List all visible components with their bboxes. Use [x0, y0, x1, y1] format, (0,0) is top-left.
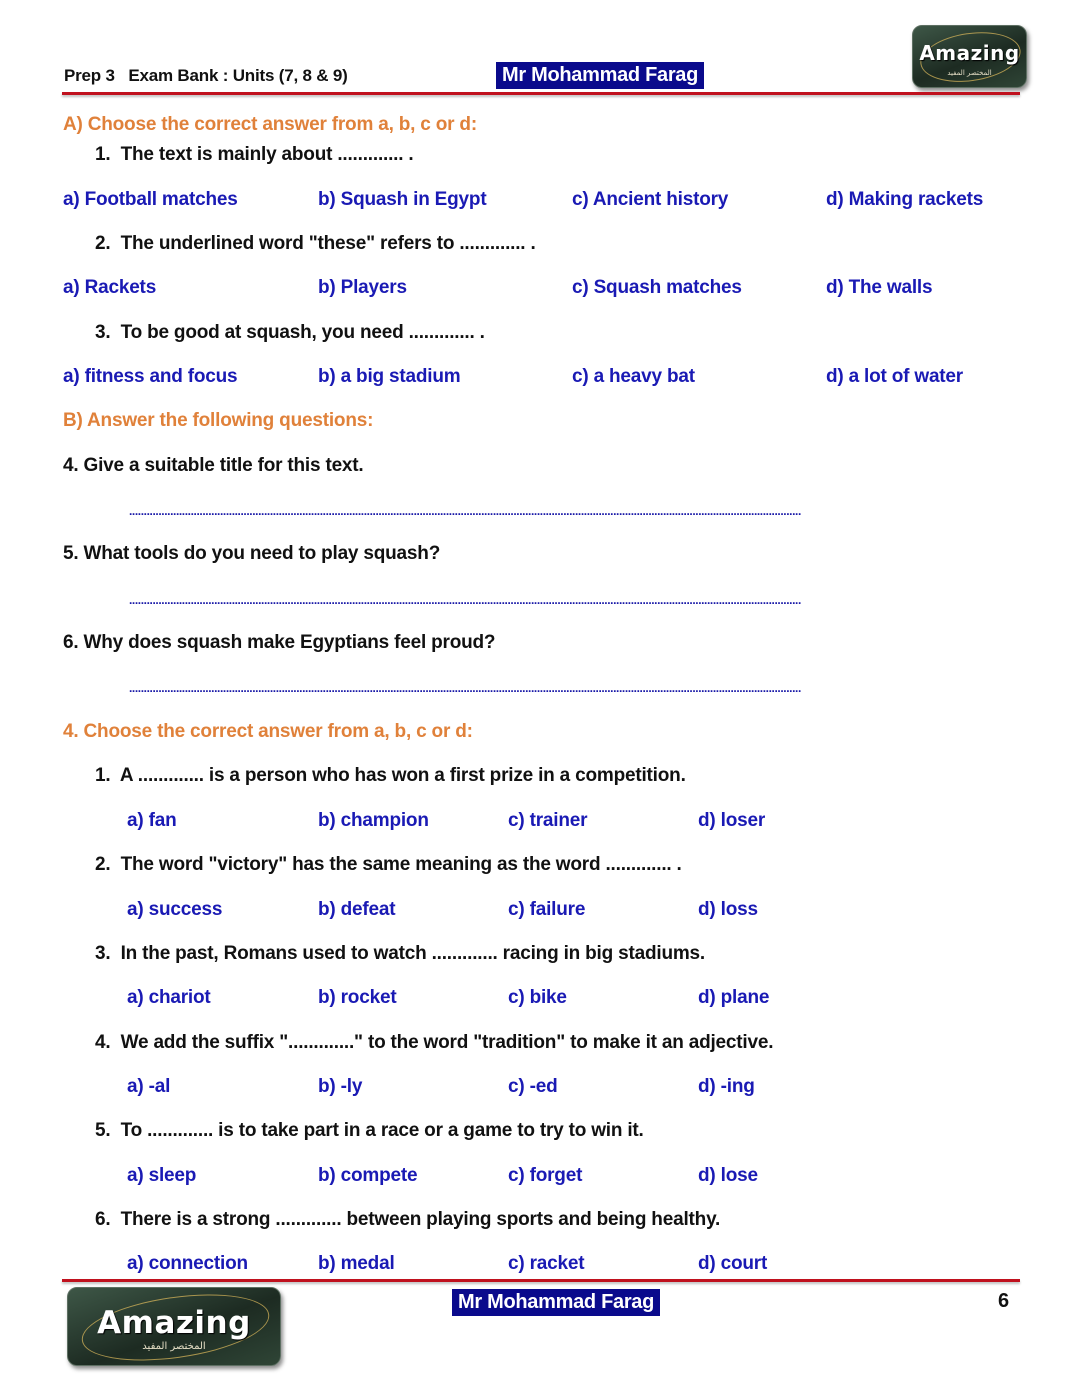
- logo-subtitle: المختصر المفيد: [142, 1341, 206, 1352]
- amazing-logo: [912, 25, 1027, 88]
- option-a1-d[interactable]: d) Making rackets: [826, 189, 984, 210]
- amazing-logo-footer: [67, 1287, 281, 1366]
- header-title: Prep 3 Exam Bank : Units (7, 8 & 9): [64, 66, 348, 85]
- question-a1: 1. The text is mainly about ............. .: [95, 144, 414, 165]
- option-c5-c[interactable]: c) forget: [508, 1165, 583, 1186]
- option-c1-d[interactable]: d) loser: [698, 810, 766, 831]
- answer-line-b5[interactable]: .....................................................................................................................................................................................................................................: [129, 593, 801, 607]
- section-c-heading: 4. Choose the correct answer from a, b, c or d:: [63, 721, 473, 742]
- option-c3-c[interactable]: c) bike: [508, 987, 567, 1008]
- option-a2-c[interactable]: c) Squash matches: [572, 277, 742, 298]
- option-c5-b[interactable]: b) compete: [318, 1165, 418, 1186]
- header-rule: [62, 92, 1020, 95]
- option-c3-d[interactable]: d) plane: [698, 987, 770, 1008]
- option-a2-d[interactable]: d) The walls: [826, 277, 933, 298]
- option-c6-b[interactable]: b) medal: [318, 1253, 395, 1274]
- option-a2-b[interactable]: b) Players: [318, 277, 407, 298]
- page-number: 6: [998, 1290, 1010, 1312]
- question-c1: 1. A ............. is a person who has won a first prize in a competition.: [95, 765, 686, 786]
- question-c5: 5. To ............. is to take part in a race or a game to try to win it.: [95, 1120, 644, 1141]
- logo-title: Amazing: [97, 1305, 251, 1341]
- answer-line-b4[interactable]: .....................................................................................................................................................................................................................................: [129, 504, 801, 518]
- question-a3: 3. To be good at squash, you need ............. .: [95, 322, 485, 343]
- option-a1-a[interactable]: a) Football matches: [63, 189, 238, 210]
- option-c2-b[interactable]: b) defeat: [318, 899, 396, 920]
- option-a3-c[interactable]: c) a heavy bat: [572, 366, 695, 387]
- option-a1-c[interactable]: c) Ancient history: [572, 189, 729, 210]
- question-b5: 5. What tools do you need to play squash?: [63, 543, 441, 564]
- option-c6-d[interactable]: d) court: [698, 1253, 768, 1274]
- option-c4-d[interactable]: d) -ing: [698, 1076, 755, 1097]
- option-c5-d[interactable]: d) lose: [698, 1165, 758, 1186]
- option-a3-d[interactable]: d) a lot of water: [826, 366, 963, 387]
- option-c6-c[interactable]: c) racket: [508, 1253, 585, 1274]
- logo-subtitle: المختصر المفيد: [947, 69, 992, 77]
- option-c6-a[interactable]: a) connection: [127, 1253, 248, 1274]
- option-c2-a[interactable]: a) success: [127, 899, 223, 920]
- question-c3: 3. In the past, Romans used to watch ............. racing in big stadiums.: [95, 943, 705, 964]
- option-c2-d[interactable]: d) loss: [698, 899, 758, 920]
- option-c1-b[interactable]: b) champion: [318, 810, 429, 831]
- question-c4: 4. We add the suffix "............." to the word "tradition" to make it an adjective.: [95, 1032, 774, 1053]
- answer-line-b6[interactable]: .....................................................................................................................................................................................................................................: [129, 681, 801, 695]
- question-a2: 2. The underlined word "these" refers to ............. .: [95, 233, 536, 254]
- option-c2-c[interactable]: c) failure: [508, 899, 586, 920]
- section-a-heading: A) Choose the correct answer from a, b, c or d:: [63, 114, 477, 135]
- option-a3-b[interactable]: b) a big stadium: [318, 366, 461, 387]
- option-c4-a[interactable]: a) -al: [127, 1076, 171, 1097]
- option-a1-b[interactable]: b) Squash in Egypt: [318, 189, 487, 210]
- question-b6: 6. Why does squash make Egyptians feel proud?: [63, 632, 496, 653]
- option-c5-a[interactable]: a) sleep: [127, 1165, 197, 1186]
- question-c6: 6. There is a strong ............. between playing sports and being healthy.: [95, 1209, 721, 1230]
- footer-rule: [62, 1279, 1020, 1282]
- option-a3-a[interactable]: a) fitness and focus: [63, 366, 238, 387]
- question-b4: 4. Give a suitable title for this text.: [63, 455, 364, 476]
- option-c3-b[interactable]: b) rocket: [318, 987, 397, 1008]
- section-b-heading: B) Answer the following questions:: [63, 410, 374, 431]
- option-c1-c[interactable]: c) trainer: [508, 810, 588, 831]
- option-c4-c[interactable]: c) -ed: [508, 1076, 558, 1097]
- option-c3-a[interactable]: a) chariot: [127, 987, 211, 1008]
- question-c2: 2. The word "victory" has the same meaning as the word ............. .: [95, 854, 682, 875]
- author-badge: Mr Mohammad Farag: [496, 62, 704, 89]
- option-a2-a[interactable]: a) Rackets: [63, 277, 157, 298]
- logo-title: Amazing: [919, 41, 1020, 65]
- footer-author-badge: Mr Mohammad Farag: [452, 1289, 660, 1316]
- option-c4-b[interactable]: b) -ly: [318, 1076, 363, 1097]
- option-c1-a[interactable]: a) fan: [127, 810, 177, 831]
